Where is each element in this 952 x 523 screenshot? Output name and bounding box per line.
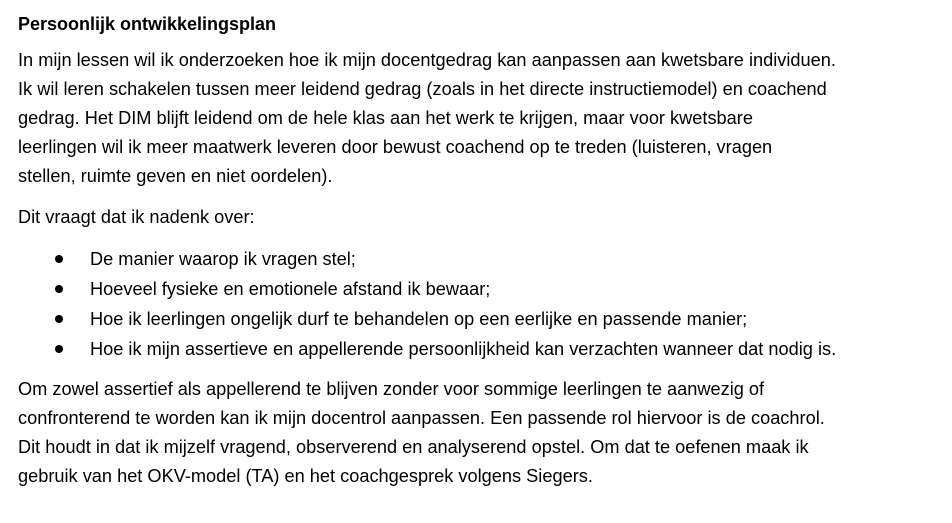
paragraph-line: Dit vraagt dat ik nadenk over: bbox=[18, 207, 255, 227]
paragraph-line: gebruik van het OKV-model (TA) en het coachgesprek volgens Siegers. bbox=[18, 466, 593, 486]
paragraph-line: Dit houdt in dat ik mijzelf vragend, observerend en analyserend opstel. Om dat te oefenen maak ik bbox=[18, 437, 809, 457]
paragraph-intro bbox=[18, 46, 928, 191]
bullet-item bbox=[18, 274, 952, 304]
bullet-text: Hoe ik mijn assertieve en appellerende persoonlijkheid kan verzachten wanneer dat nodig is. bbox=[90, 339, 837, 359]
paragraph-line: stellen, ruimte geven en niet oordelen). bbox=[18, 166, 333, 186]
document-heading: Persoonlijk ontwikkelingsplan bbox=[18, 14, 277, 34]
paragraph-line: leerlingen wil ik meer maatwerk leveren door bewust coachend op te treden (luisteren, vragen bbox=[18, 137, 773, 157]
bullet-text: Hoe ik leerlingen ongelijk durf te behandelen op een eerlijke en passende manier; bbox=[90, 309, 748, 329]
paragraph-line: Om zowel assertief als appellerend te blijven zonder voor sommige leerlingen te aanwezig of bbox=[18, 379, 765, 399]
paragraph-line: In mijn lessen wil ik onderzoeken hoe ik mijn docentgedrag kan aanpassen aan kwetsbare individuen. bbox=[18, 50, 836, 70]
bullet-icon bbox=[55, 345, 63, 353]
paragraph-line: confronterend te worden kan ik mijn docentrol aanpassen. Een passende rol hiervoor is de coachrol. bbox=[18, 408, 825, 428]
paragraph-conclusion bbox=[18, 375, 928, 491]
bullet-item bbox=[18, 334, 952, 364]
bullet-text: De manier waarop ik vragen stel; bbox=[90, 249, 356, 269]
paragraph-lead-in bbox=[18, 203, 928, 232]
bullet-icon bbox=[55, 315, 63, 323]
bullet-item bbox=[18, 304, 952, 334]
bullet-list bbox=[18, 244, 952, 364]
paragraph-line: gedrag. Het DIM blijft leidend om de hele klas aan het werk te krijgen, maar voor kwetsbare bbox=[18, 108, 753, 128]
paragraph-line: Ik wil leren schakelen tussen meer leidend gedrag (zoals in het directe instructiemodel) en coachend bbox=[18, 79, 827, 99]
bullet-icon bbox=[55, 255, 63, 263]
bullet-text: Hoeveel fysieke en emotionele afstand ik bewaar; bbox=[90, 279, 491, 299]
bullet-icon bbox=[55, 285, 63, 293]
bullet-item bbox=[18, 244, 952, 274]
